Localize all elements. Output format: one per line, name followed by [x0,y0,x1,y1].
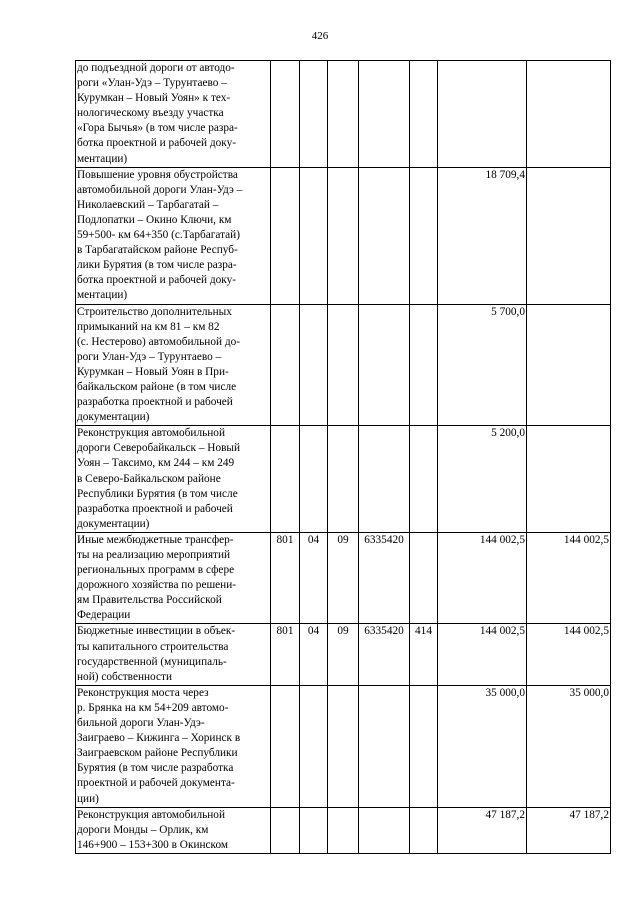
description-line: байкальском районе (в том числе [77,380,237,393]
row-description [76,426,271,533]
description-line: Повышение уровня обустройства [77,168,238,181]
budget-table [75,60,611,854]
table-row [76,532,611,624]
cell-c1 [271,304,300,426]
cell-c3 [328,61,359,168]
cell-c6 [438,61,527,168]
cell-c3 [328,167,359,304]
cell-c4 [359,304,410,426]
description-line: Курумкан – Новый Уоян» к тех- [77,92,231,105]
description-line: Бюджетные инвестиции в объек- [77,625,236,638]
cell-c4 [359,685,410,807]
cell-c6: 5 200,0 [438,426,527,533]
cell-c7: 35 000,0 [527,685,611,807]
description-line: (с. Нестерово) автомобильной до- [77,335,241,348]
cell-c1 [271,685,300,807]
description-line: Николаевский – Тарбагатай – [77,198,219,211]
cell-c6: 47 187,2 [438,807,527,853]
cell-c7: 144 002,5 [527,532,611,624]
page-number: 426 [311,30,329,42]
description-line: в Северо-Байкальском районе [77,472,221,485]
description-line: Заиграево – Кижинга – Хоринск в [77,732,241,745]
table-row [76,807,611,853]
cell-c2 [300,685,328,807]
description-line: р. Брянка на км 54+209 автомо- [77,701,229,714]
cell-c5: 414 [410,624,438,685]
description-line: ции) [77,792,99,805]
table-row [76,304,611,426]
description-line: ной) собственности [77,670,172,683]
cell-c1: 801 [271,624,300,685]
cell-c2 [300,426,328,533]
cell-c2 [300,61,328,168]
cell-c5 [410,61,438,168]
description-line: ям Правительства Российской [77,594,222,607]
cell-c1 [271,61,300,168]
description-line: Подлопатки – Окино Ключи, км [77,213,232,226]
cell-c4 [359,61,410,168]
description-line: ты на реализацию мероприятий [77,549,231,561]
description-line: разработка проектной и рабочей [77,396,233,409]
cell-c7: 144 002,5 [527,624,611,685]
cell-c1: 801 [271,532,300,624]
description-line: лики Бурятия (в том числе разра- [77,259,237,272]
description-line: Уоян – Таксимо, км 244 – км 249 [77,457,235,470]
description-line: Реконструкция автомобильной [77,427,226,440]
cell-c6: 144 002,5 [438,532,527,624]
table-row [76,426,611,533]
description-line: Реконструкция моста через [77,686,209,699]
description-line: бильной дороги Улан-Удэ- [77,717,205,730]
cell-c4 [359,167,410,304]
cell-c5 [410,426,438,533]
table-row [76,61,611,168]
cell-c7: 47 187,2 [527,807,611,853]
row-description [76,167,271,304]
table-row [76,624,611,685]
description-line: ментации) [77,289,128,302]
description-line: дорожного хозяйства по решени- [77,579,237,592]
description-line: Курумкан – Новый Уоян в При- [77,365,229,378]
cell-c5 [410,685,438,807]
row-description [76,532,271,624]
description-line: дороги Монды – Орлик, км [77,823,209,836]
description-line: роги «Улан-Удэ – Турунтаево – [77,77,227,90]
description-line: ты капитального строительства [77,640,229,653]
cell-c1 [271,807,300,853]
table-row [76,685,611,807]
cell-c4: 6335420 [359,532,410,624]
cell-c3 [328,807,359,853]
description-line: примыканий на км 81 – км 82 [77,320,220,333]
cell-c6: 5 700,0 [438,304,527,426]
description-line: ботка проектной и рабочей доку- [77,137,237,150]
row-description [76,807,271,853]
description-line: государственной (муниципаль- [77,655,227,668]
row-description [76,304,271,426]
cell-c2 [300,167,328,304]
cell-c1 [271,167,300,304]
cell-c6: 18 709,4 [438,167,527,304]
cell-c6: 144 002,5 [438,624,527,685]
description-line: Республики Бурятия (в том числе [77,487,238,500]
description-line: ментации) [77,152,128,165]
row-description [76,624,271,685]
cell-c7 [527,167,611,304]
description-line: Иные межбюджетные трансфер- [77,533,234,546]
description-line: «Гора Бычья» (в том числе разра- [77,122,238,135]
description-line: проектной и рабочей документа- [77,777,235,790]
description-line: автомобильной дороги Улан-Удэ – [77,183,243,196]
description-line: Заиграевском районе Республики [77,747,238,760]
cell-c7 [527,426,611,533]
cell-c3 [328,304,359,426]
cell-c5 [410,532,438,624]
cell-c4: 6335420 [359,624,410,685]
cell-c7 [527,304,611,426]
cell-c3 [328,426,359,533]
cell-c4 [359,807,410,853]
description-line: в Тарбагатайском районе Респуб- [77,244,238,257]
description-line: дороги Северобайкальск – Новый [77,442,241,455]
cell-c2: 04 [300,532,328,624]
cell-c5 [410,807,438,853]
row-description [76,685,271,807]
description-line: Строительство дополнительных [77,305,232,318]
cell-c5 [410,304,438,426]
cell-c7 [527,61,611,168]
description-line: до подъездной дороги от автодо- [77,62,235,74]
description-line: Реконструкция автомобильной [77,808,226,821]
cell-c3: 09 [328,532,359,624]
description-line: Бурятия (в том числе разработка [77,762,234,775]
table-row [76,167,611,304]
cell-c1 [271,426,300,533]
description-line: региональных программ в сфере [77,564,235,577]
description-line: документации) [77,411,150,424]
cell-c6: 35 000,0 [438,685,527,807]
cell-c3 [328,685,359,807]
description-line: ботка проектной и рабочей доку- [77,274,237,287]
cell-c2: 04 [300,624,328,685]
cell-c4 [359,426,410,533]
cell-c2 [300,304,328,426]
row-description [76,61,271,168]
description-line: разработка проектной и рабочей [77,502,233,515]
description-line: Федерации [77,609,131,622]
description-line: нологическому въезду участка [77,107,224,120]
cell-c5 [410,167,438,304]
description-line: 59+500- км 64+350 (с.Тарбагатай) [77,229,240,242]
description-line: документации) [77,517,150,530]
cell-c3: 09 [328,624,359,685]
description-line: роги Улан-Удэ – Турунтаево – [77,350,222,363]
cell-c2 [300,807,328,853]
description-line: 146+900 – 153+300 в Окинском [77,838,229,851]
